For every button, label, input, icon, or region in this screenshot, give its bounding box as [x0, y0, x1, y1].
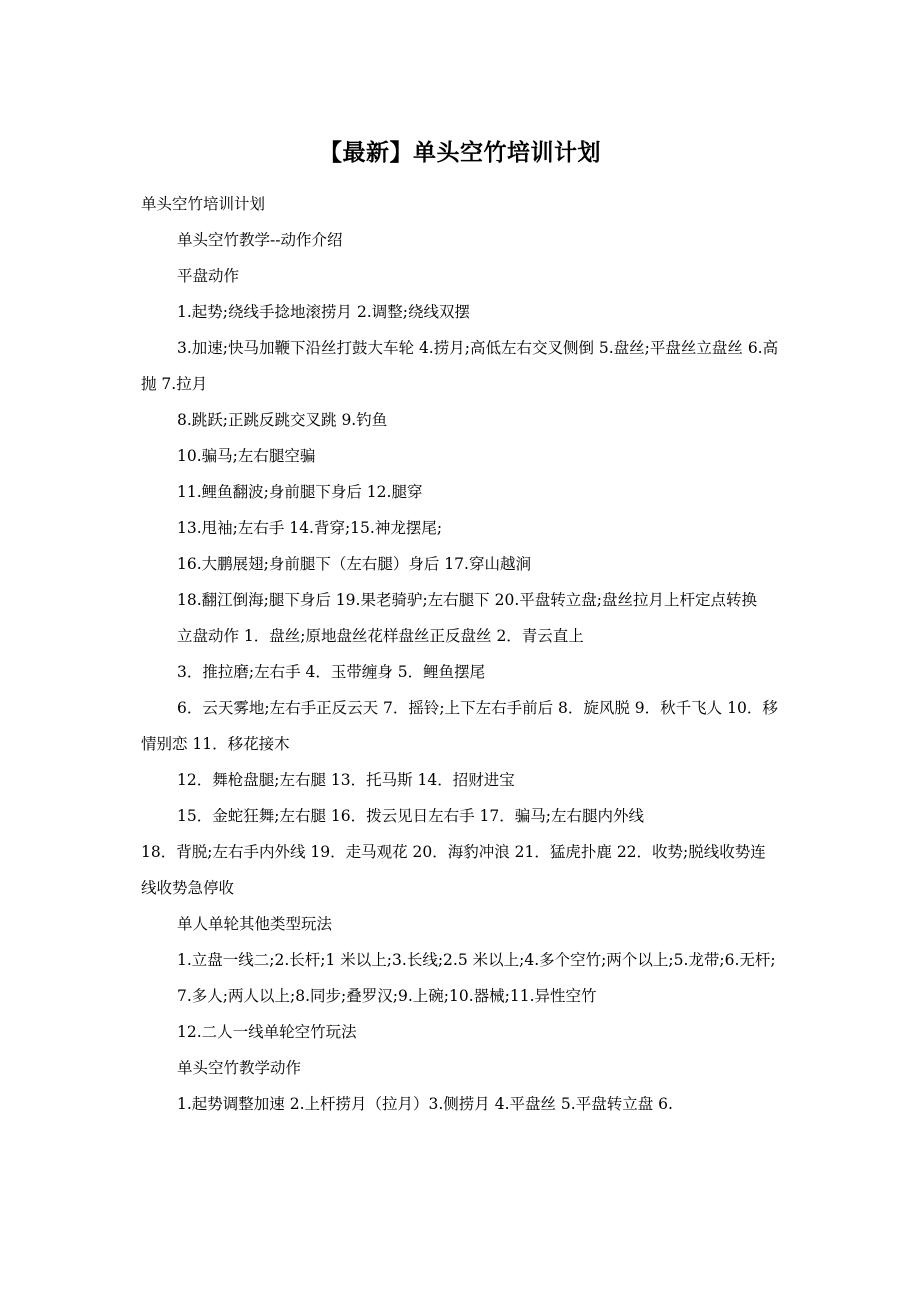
paragraph: 13.甩袖;左右手 14.背穿;15.神龙摆尾; — [177, 519, 443, 537]
paragraph: 12．舞枪盘腿;左右腿 13．托马斯 14．招财进宝 — [177, 771, 515, 789]
document-body — [141, 186, 781, 1122]
paragraph: 单头空竹教学动作 — [177, 1059, 302, 1077]
paragraph: 7.多人;两人以上;8.同步;叠罗汉;9.上碗;10.器械;11.异性空竹 — [177, 987, 597, 1005]
paragraph: 18．背脱;左右手内外线 19．走马观花 20．海豹冲浪 21．猛虎扑鹿 22．收势;脱线收势连线收势急停收 — [141, 843, 766, 897]
paragraph: 16.大鹏展翅;身前腿下（左右腿）身后 17.穿山越涧 — [177, 555, 531, 573]
paragraph: 8.跳跃;正跳反跳交叉跳 9.钓鱼 — [177, 411, 388, 429]
paragraph: 单人单轮其他类型玩法 — [177, 915, 333, 933]
paragraph: 6．云天雾地;左右手正反云天 7．摇铃;上下左右手前后 8．旋风脱 9．秋千飞人 10．移情别恋 11．移花接木 — [141, 699, 778, 753]
paragraph: 10.骗马;左右腿空骗 — [177, 447, 316, 465]
paragraph: 立盘动作 1．盘丝;原地盘丝花样盘丝正反盘丝 2．青云直上 — [177, 627, 584, 645]
paragraph: 单头空竹培训计划 — [141, 195, 266, 213]
paragraph: 1.起势调整加速 2.上杆捞月（拉月）3.侧捞月 4.平盘丝 5.平盘转立盘 6. — [177, 1095, 673, 1113]
paragraph: 18.翻江倒海;腿下身后 19.果老骑驴;左右腿下 20.平盘转立盘;盘丝拉月上杆定点转换 — [177, 591, 757, 609]
paragraph: 1.起势;绕线手捻地滚捞月 2.调整;绕线双摆 — [177, 303, 470, 321]
paragraph: 11.鲤鱼翻波;身前腿下身后 12.腿穿 — [177, 483, 423, 501]
paragraph: 平盘动作 — [177, 267, 240, 285]
paragraph: 3．推拉磨;左右手 4．玉带缠身 5．鲤鱼摆尾 — [177, 663, 486, 681]
paragraph: 3.加速;快马加鞭下沿丝打鼓大车轮 4.捞月;高低左右交叉侧倒 5.盘丝;平盘丝立盘丝 6.高抛 7.拉月 — [141, 339, 779, 393]
paragraph: 12.二人一线单轮空竹玩法 — [177, 1023, 357, 1041]
paragraph: 1.立盘一线二;2.长杆;1 米以上;3.长线;2.5 米以上;4.多个空竹;两个以上;5.龙带;6.无杆; — [177, 951, 776, 969]
paragraph: 15．金蛇狂舞;左右腿 16．拨云见日左右手 17．骗马;左右腿内外线 — [177, 807, 644, 825]
paragraph: 单头空竹教学--动作介绍 — [177, 231, 343, 249]
document-title: 【最新】单头空竹培训计划 — [319, 140, 601, 166]
